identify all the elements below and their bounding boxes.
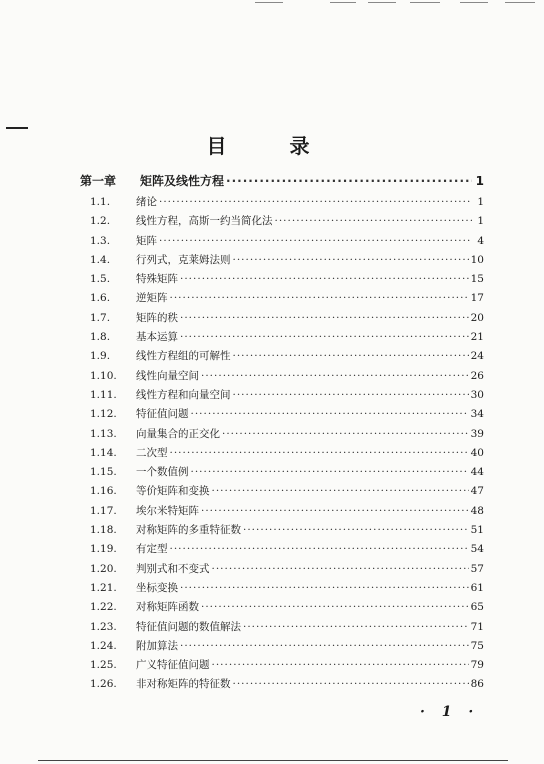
section-page: 40 (470, 446, 484, 459)
toc-entry[interactable] (80, 329, 484, 348)
section-page: 86 (470, 678, 484, 691)
dot-leader (180, 312, 469, 324)
scan-mark (330, 2, 356, 3)
toc-entry[interactable] (80, 676, 484, 695)
section-number: 1.25. (90, 659, 117, 672)
dot-leader (233, 678, 469, 690)
section-number: 1.16. (90, 485, 117, 498)
section-page: 51 (470, 524, 484, 537)
chapter-number: 第一章 (80, 174, 117, 188)
section-title: 非对称矩阵的特征数 (136, 678, 231, 691)
section-page: 10 (470, 253, 484, 266)
dot-leader (233, 389, 469, 401)
dot-leader (226, 174, 472, 188)
section-title: 判别式和不变式 (136, 562, 210, 575)
scan-mark (410, 2, 440, 3)
section-title: 附加算法 (136, 639, 178, 652)
section-number: 1.19. (90, 543, 117, 556)
toc-entry[interactable] (80, 580, 484, 599)
dot-leader (201, 505, 469, 517)
toc-chapter-entry[interactable] (80, 172, 484, 194)
section-number: 1.9. (90, 350, 111, 363)
dot-leader (243, 524, 469, 536)
section-number: 1.2. (90, 215, 111, 228)
dot-leader (159, 235, 472, 247)
toc-entry[interactable] (80, 561, 484, 580)
dot-leader (201, 601, 469, 613)
dot-leader (159, 196, 472, 208)
section-page: 4 (477, 234, 484, 247)
section-number: 1.4. (90, 253, 111, 266)
dot-leader (233, 350, 469, 362)
section-title: 基本运算 (136, 331, 178, 344)
toc-entry[interactable] (80, 252, 484, 271)
section-number: 1.13. (90, 427, 117, 440)
section-page: 1 (477, 215, 484, 228)
section-number: 1.22. (90, 601, 117, 614)
toc-entry[interactable] (80, 445, 484, 464)
toc-entry[interactable] (80, 426, 484, 445)
toc-entry[interactable] (80, 522, 484, 541)
section-title: 等价矩阵和变换 (136, 485, 210, 498)
section-number: 1.17. (90, 504, 117, 517)
section-page: 30 (470, 388, 484, 401)
section-number: 1.7. (90, 311, 111, 324)
scan-mark (368, 2, 396, 3)
section-page: 44 (470, 466, 484, 479)
dot-leader (191, 466, 469, 478)
section-page: 57 (470, 562, 484, 575)
toc-entry[interactable] (80, 483, 484, 502)
dot-leader (180, 582, 469, 594)
section-number: 1.24. (90, 639, 117, 652)
section-title: 特征值问题的数值解法 (136, 620, 241, 633)
scan-mark (505, 2, 535, 3)
toc-entry[interactable] (80, 541, 484, 560)
section-page: 39 (470, 427, 484, 440)
section-number: 1.20. (90, 562, 117, 575)
section-page: 26 (470, 369, 484, 382)
dot-leader (170, 292, 469, 304)
toc-entry[interactable] (80, 348, 484, 367)
section-page: 61 (470, 581, 484, 594)
section-number: 1.11. (90, 388, 117, 401)
toc-entry[interactable] (80, 194, 484, 213)
bottom-rule (38, 760, 508, 761)
section-title: 矩阵的秩 (136, 311, 178, 324)
chapter-page: 1 (475, 174, 484, 188)
toc-entry[interactable] (80, 406, 484, 425)
section-page: 65 (470, 601, 484, 614)
section-title: 特殊矩阵 (136, 273, 178, 286)
toc-entry[interactable] (80, 657, 484, 676)
dot-leader (170, 447, 469, 459)
section-title: 线性方程，高斯一约当简化法 (136, 215, 273, 228)
toc-entry[interactable] (80, 213, 484, 232)
dot-leader (275, 215, 473, 227)
toc-entry[interactable] (80, 619, 484, 638)
toc-entry[interactable] (80, 290, 484, 309)
section-number: 1.12. (90, 408, 117, 421)
toc-entry[interactable] (80, 271, 484, 290)
dot-leader (201, 370, 469, 382)
toc-entry[interactable] (80, 310, 484, 329)
section-title: 有定型 (136, 543, 168, 556)
section-number: 1.14. (90, 446, 117, 459)
section-number: 1.21. (90, 581, 117, 594)
toc-entry[interactable] (80, 503, 484, 522)
section-number: 1.8. (90, 331, 111, 344)
dot-leader (212, 659, 469, 671)
section-title: 坐标变换 (136, 581, 178, 594)
section-title: 线性方程和向量空间 (136, 388, 231, 401)
section-number: 1.10. (90, 369, 117, 382)
section-number: 1.6. (90, 292, 111, 305)
dot-leader (222, 428, 469, 440)
dot-leader (191, 408, 469, 420)
page-folio: · 1 · (420, 704, 480, 720)
section-title: 二次型 (136, 446, 168, 459)
dot-leader (180, 331, 469, 343)
section-title: 一个数值例 (136, 466, 189, 479)
section-title: 矩阵 (136, 234, 157, 247)
section-number: 1.15. (90, 466, 117, 479)
scan-mark (6, 127, 28, 129)
dot-leader (180, 640, 469, 652)
dot-leader (212, 485, 469, 497)
page-title: 目 录 (206, 134, 338, 158)
dot-leader (212, 563, 469, 575)
dot-leader (233, 254, 469, 266)
section-title: 行列式，克莱姆法则 (136, 253, 231, 266)
section-title: 广义特征值问题 (136, 659, 210, 672)
section-page: 54 (470, 543, 484, 556)
section-number: 1.23. (90, 620, 117, 633)
section-page: 71 (470, 620, 484, 633)
scan-mark (255, 2, 283, 3)
section-number: 1.5. (90, 273, 111, 286)
section-title: 特征值问题 (136, 408, 189, 421)
section-page: 20 (470, 311, 484, 324)
dot-leader (180, 273, 469, 285)
toc-entry[interactable] (80, 387, 484, 406)
toc-entry[interactable] (80, 599, 484, 618)
section-title: 对称矩阵的多重特征数 (136, 524, 241, 537)
section-page: 79 (470, 659, 484, 672)
section-page: 24 (470, 350, 484, 363)
toc-entry[interactable] (80, 638, 484, 657)
section-title: 线性方程组的可解性 (136, 350, 231, 363)
scan-mark (460, 2, 488, 3)
section-title: 向量集合的正交化 (136, 427, 220, 440)
section-number: 1.26. (90, 678, 117, 691)
section-number: 1.18. (90, 524, 117, 537)
section-page: 75 (470, 639, 484, 652)
toc-entry[interactable] (80, 368, 484, 387)
section-title: 线性向量空间 (136, 369, 199, 382)
section-title: 埃尔米特矩阵 (136, 504, 199, 517)
section-number: 1.1. (90, 196, 111, 208)
chapter-title: 矩阵及线性方程 (140, 174, 225, 188)
section-page: 15 (470, 273, 484, 286)
section-page: 1 (477, 196, 484, 208)
section-page: 48 (470, 504, 484, 517)
section-title: 逆矩阵 (136, 292, 168, 305)
section-title: 对称矩阵函数 (136, 601, 199, 614)
section-page: 21 (470, 331, 484, 344)
section-number: 1.3. (90, 234, 111, 247)
table-of-contents (80, 172, 484, 696)
section-page: 47 (470, 485, 484, 498)
section-title: 绪论 (136, 196, 157, 208)
section-page: 34 (470, 408, 484, 421)
section-page: 17 (470, 292, 484, 305)
toc-entry[interactable] (80, 464, 484, 483)
dot-leader (170, 543, 469, 555)
toc-entry[interactable] (80, 233, 484, 252)
dot-leader (243, 621, 469, 633)
